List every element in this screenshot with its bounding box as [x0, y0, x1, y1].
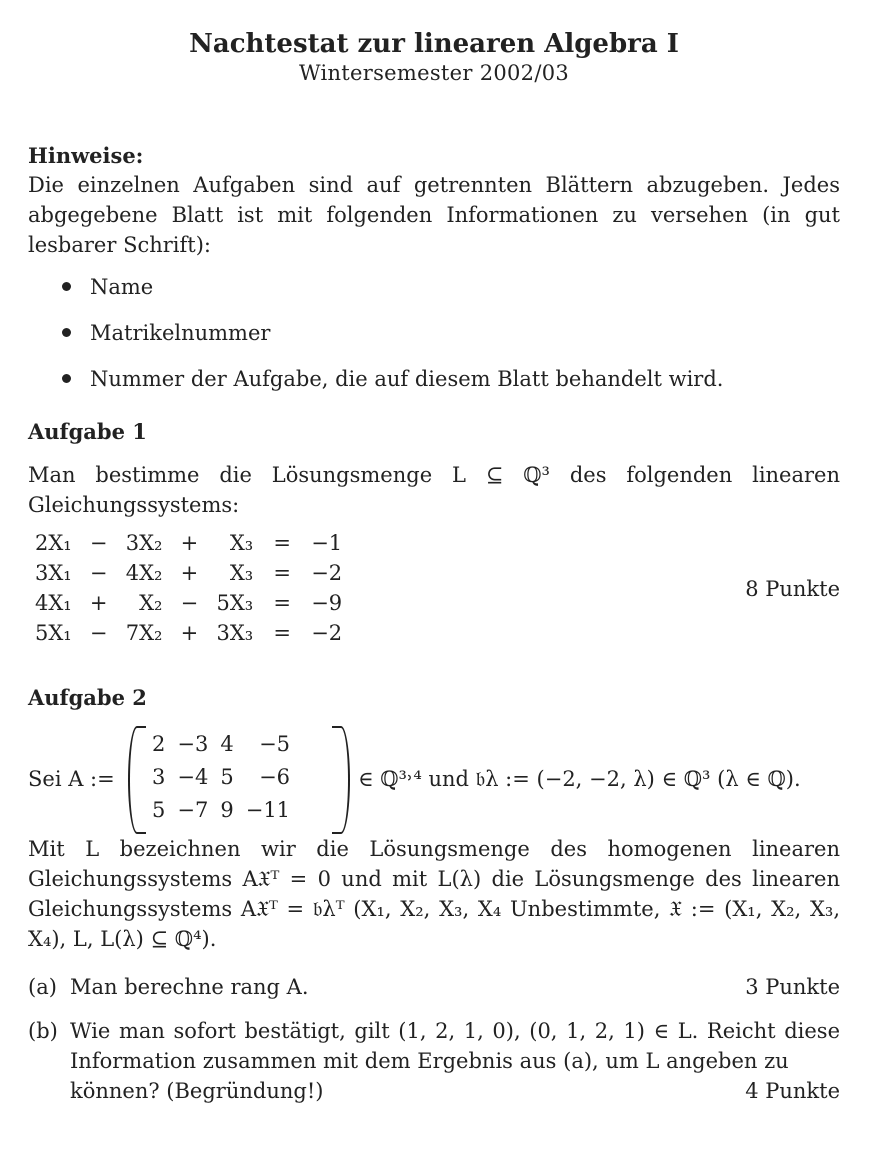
term: 7X₂ — [125, 621, 163, 645]
operator: − — [180, 591, 199, 615]
part-points: 3 Punkte — [745, 975, 840, 999]
rhs: −9 — [311, 591, 343, 615]
matrix-cell: −4 — [177, 765, 209, 789]
term: 5X₃ — [216, 591, 254, 615]
term: X₃ — [229, 561, 254, 585]
matrix-cell: −11 — [245, 798, 291, 822]
equals-sign: = — [273, 621, 291, 645]
matrix-a — [128, 726, 350, 830]
part-text-last-line: können? (Begründung!) — [70, 1079, 324, 1103]
matrix-cell: 3 — [152, 765, 166, 789]
matrix-cell: 5 — [220, 765, 234, 789]
operator: − — [89, 561, 108, 585]
list-item — [28, 272, 840, 302]
matrix-cell: 5 — [152, 798, 166, 822]
part-points: 4 Punkte — [745, 1079, 840, 1103]
equation-row — [28, 528, 349, 558]
list-item — [28, 972, 840, 1002]
operator: + — [180, 621, 199, 645]
matrix-cell: 9 — [220, 798, 234, 822]
part-text: Man berechne rang A. — [70, 975, 309, 999]
matrix-label: Sei A := — [28, 767, 115, 791]
hinweise-text: Die einzelnen Aufgaben sind auf getrennten Blättern abzugeben. Jedes abgegebene Blatt ist mit folgenden Informationen zu versehen (in gut lesbarer Schrift): — [28, 173, 840, 257]
term: X₂ — [139, 591, 163, 615]
operator: + — [180, 531, 199, 555]
hinweise-list — [28, 272, 840, 394]
equals-sign: = — [273, 561, 291, 585]
part-text: Wie man sofort bestätigt, gilt (1, 2, 1, 0), (0, 1, 2, 1) ∈ L. Reicht diese Information zusammen mit dem Ergebnis aus (a), um L angeben zu — [70, 1019, 840, 1073]
list-item-label: Matrikelnummer — [90, 321, 271, 345]
rhs: −2 — [311, 561, 343, 585]
part-label: (a) — [28, 975, 57, 999]
list-item-label: Nummer der Aufgabe, die auf diesem Blatt behandelt wird. — [90, 367, 724, 391]
term: 4X₁ — [35, 591, 72, 615]
equation-row — [28, 558, 349, 588]
matrix-cell: 4 — [220, 732, 234, 756]
list-item — [28, 1016, 840, 1106]
matrix-definition — [28, 726, 840, 834]
matrix-row — [146, 728, 296, 761]
part-label: (b) — [28, 1019, 58, 1043]
matrix-cell: −5 — [259, 732, 291, 756]
operator: + — [180, 561, 199, 585]
matrix-cell: −7 — [177, 798, 209, 822]
aufgabe2-parts — [28, 972, 840, 1106]
term: 3X₃ — [216, 621, 254, 645]
left-paren-icon — [128, 726, 146, 834]
equals-sign: = — [273, 591, 291, 615]
matrix-cell: −6 — [259, 765, 291, 789]
bullet-icon — [62, 328, 71, 337]
matrix-after-text: ∈ ℚ³˒⁴ und 𝔟λ := (−2, −2, λ) ∈ ℚ³ (λ ∈ ℚ). — [358, 767, 801, 791]
equation-table — [28, 528, 349, 648]
equation-row — [28, 588, 349, 618]
aufgabe1-heading: Aufgabe 1 — [28, 419, 147, 444]
operator: + — [89, 591, 108, 615]
right-paren-icon — [332, 726, 350, 834]
rhs: −2 — [311, 621, 343, 645]
equation-system — [28, 528, 840, 658]
equals-sign: = — [273, 531, 291, 555]
operator: − — [89, 531, 108, 555]
page-subtitle: Wintersemester 2002/03 — [298, 61, 570, 85]
operator: − — [89, 621, 108, 645]
aufgabe2-heading: Aufgabe 2 — [28, 685, 147, 710]
term: X₃ — [229, 531, 254, 555]
aufgabe1-text: Man bestimme die Lösungsmenge L ⊆ ℚ³ des folgenden linearen Gleichungssystems: — [28, 463, 840, 517]
matrix-cell: −3 — [177, 732, 209, 756]
list-item — [28, 364, 840, 394]
aufgabe1-points: 8 Punkte — [745, 577, 840, 601]
hinweise-heading: Hinweise: — [28, 143, 144, 168]
matrix-table — [146, 728, 296, 827]
matrix-row — [146, 761, 296, 794]
term: 4X₂ — [125, 561, 163, 585]
term: 5X₁ — [35, 621, 72, 645]
rhs: −1 — [311, 531, 343, 555]
bullet-icon — [62, 282, 71, 291]
list-item — [28, 318, 840, 348]
equation-row — [28, 618, 349, 648]
list-item-label: Name — [90, 275, 154, 299]
term: 3X₂ — [125, 531, 163, 555]
matrix-cell: 2 — [152, 732, 166, 756]
page-title: Nachtestat zur linearen Algebra I — [189, 29, 679, 59]
matrix-row — [146, 794, 296, 827]
term: 2X₁ — [35, 531, 72, 555]
exam-sheet — [28, 28, 840, 1138]
aufgabe2-text: Mit L bezeichnen wir die Lösungsmenge des homogenen linearen Gleichungssystems A𝔛ᵀ = 0 und mit L(λ) die Lösungsmenge des linearen Gleichungssystems A𝔛ᵀ = 𝔟λᵀ (X₁, X₂, X₃, X₄ Unbestimmte, 𝔛 := (X₁, X₂, X₃, X₄), L, L(λ) ⊆ ℚ⁴). — [28, 837, 840, 951]
bullet-icon — [62, 374, 71, 383]
term: 3X₁ — [35, 561, 72, 585]
